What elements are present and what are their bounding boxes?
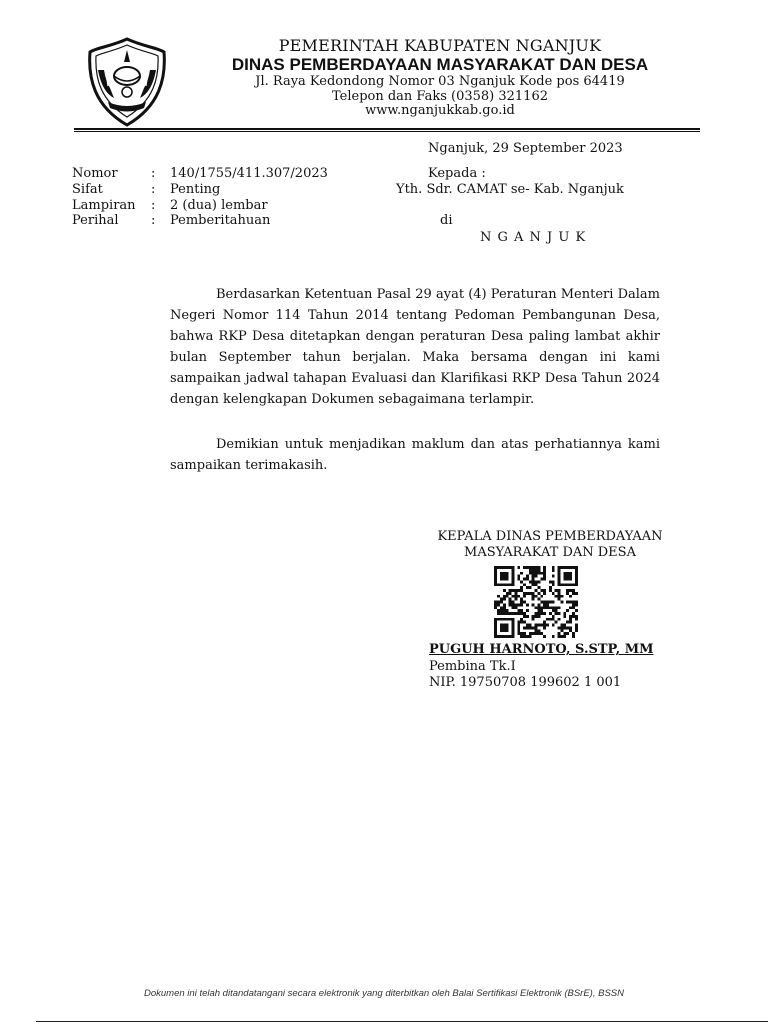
sifat-colon: : bbox=[151, 182, 156, 197]
lampiran-value: 2 (dua) lembar bbox=[170, 198, 268, 213]
sifat-label: Sifat bbox=[72, 182, 103, 197]
lampiran-label: Lampiran bbox=[72, 198, 136, 213]
agency-phone: Telepon dan Faks (0358) 321162 bbox=[332, 89, 548, 104]
agency-address: Jl. Raya Kedondong Nomor 03 Nganjuk Kode pos 64419 bbox=[255, 74, 625, 89]
agency-name: DINAS PEMBERDAYAAN MASYARAKAT DAN DESA bbox=[231, 55, 649, 74]
regency-logo-icon bbox=[84, 36, 170, 128]
qr-code-icon bbox=[494, 566, 578, 638]
paragraph-1-text: Berdasarkan Ketentuan Pasal 29 ayat (4) Peraturan Menteri Dalam Negeri Nomor 114 Tahun 2014 tentang Pedoman Pembangunan Desa, bahwa RKP Desa ditetapkan dengan peraturan Desa paling lambat akhir bulan September tahun berjalan. Maka bersama dengan ini kami sampaikan jadwal tahapan Evaluasi dan Klarifikasi RKP Desa Tahun 2024 dengan kelengkapan Dokumen sebagaimana terlampir. bbox=[170, 287, 660, 407]
paragraph-2-text: Demikian untuk menjadikan maklum dan atas perhatiannya kami sampaikan terimakasih. bbox=[170, 437, 660, 473]
bottom-rule bbox=[36, 1021, 768, 1022]
perihal-label: Perihal bbox=[72, 213, 119, 228]
signatory-title-2: MASYARAKAT DAN DESA bbox=[464, 545, 636, 560]
perihal-value: Pemberitahuan bbox=[170, 213, 271, 228]
lampiran-colon: : bbox=[151, 198, 156, 213]
nomor-colon: : bbox=[151, 166, 156, 181]
body-paragraph-2 bbox=[170, 434, 660, 476]
agency-website[interactable]: www.nganjukkab.go.id bbox=[365, 103, 515, 118]
letterhead-divider-thin bbox=[74, 131, 700, 132]
government-name: PEMERINTAH KABUPATEN NGANJUK bbox=[278, 36, 602, 55]
signatory-rank: Pembina Tk.I bbox=[429, 659, 516, 674]
recipient-to: Yth. Sdr. CAMAT se- Kab. Nganjuk bbox=[396, 182, 624, 197]
recipient-kepada: Kepada : bbox=[428, 166, 486, 181]
letter-date: Nganjuk, 29 September 2023 bbox=[428, 141, 623, 156]
nomor-value: 140/1755/411.307/2023 bbox=[170, 166, 328, 181]
letterhead-divider bbox=[74, 128, 700, 130]
recipient-city: N G A N J U K bbox=[480, 230, 587, 245]
body-paragraph-1 bbox=[170, 284, 660, 410]
signatory-name: PUGUH HARNOTO, S.STP, MM bbox=[429, 642, 654, 657]
signatory-title-1: KEPALA DINAS PEMBERDAYAAN bbox=[437, 529, 663, 544]
nomor-label: Nomor bbox=[72, 166, 118, 181]
perihal-colon: : bbox=[151, 213, 156, 228]
esign-notice: Dokumen ini telah ditandatangani secara elektronik yang diterbitkan oleh Balai Sertifikasi Elektronik (BSrE), BSSN bbox=[144, 988, 624, 999]
sifat-value: Penting bbox=[170, 182, 221, 197]
recipient-di: di bbox=[440, 213, 453, 228]
signatory-nip: NIP. 19750708 199602 1 001 bbox=[429, 675, 622, 690]
